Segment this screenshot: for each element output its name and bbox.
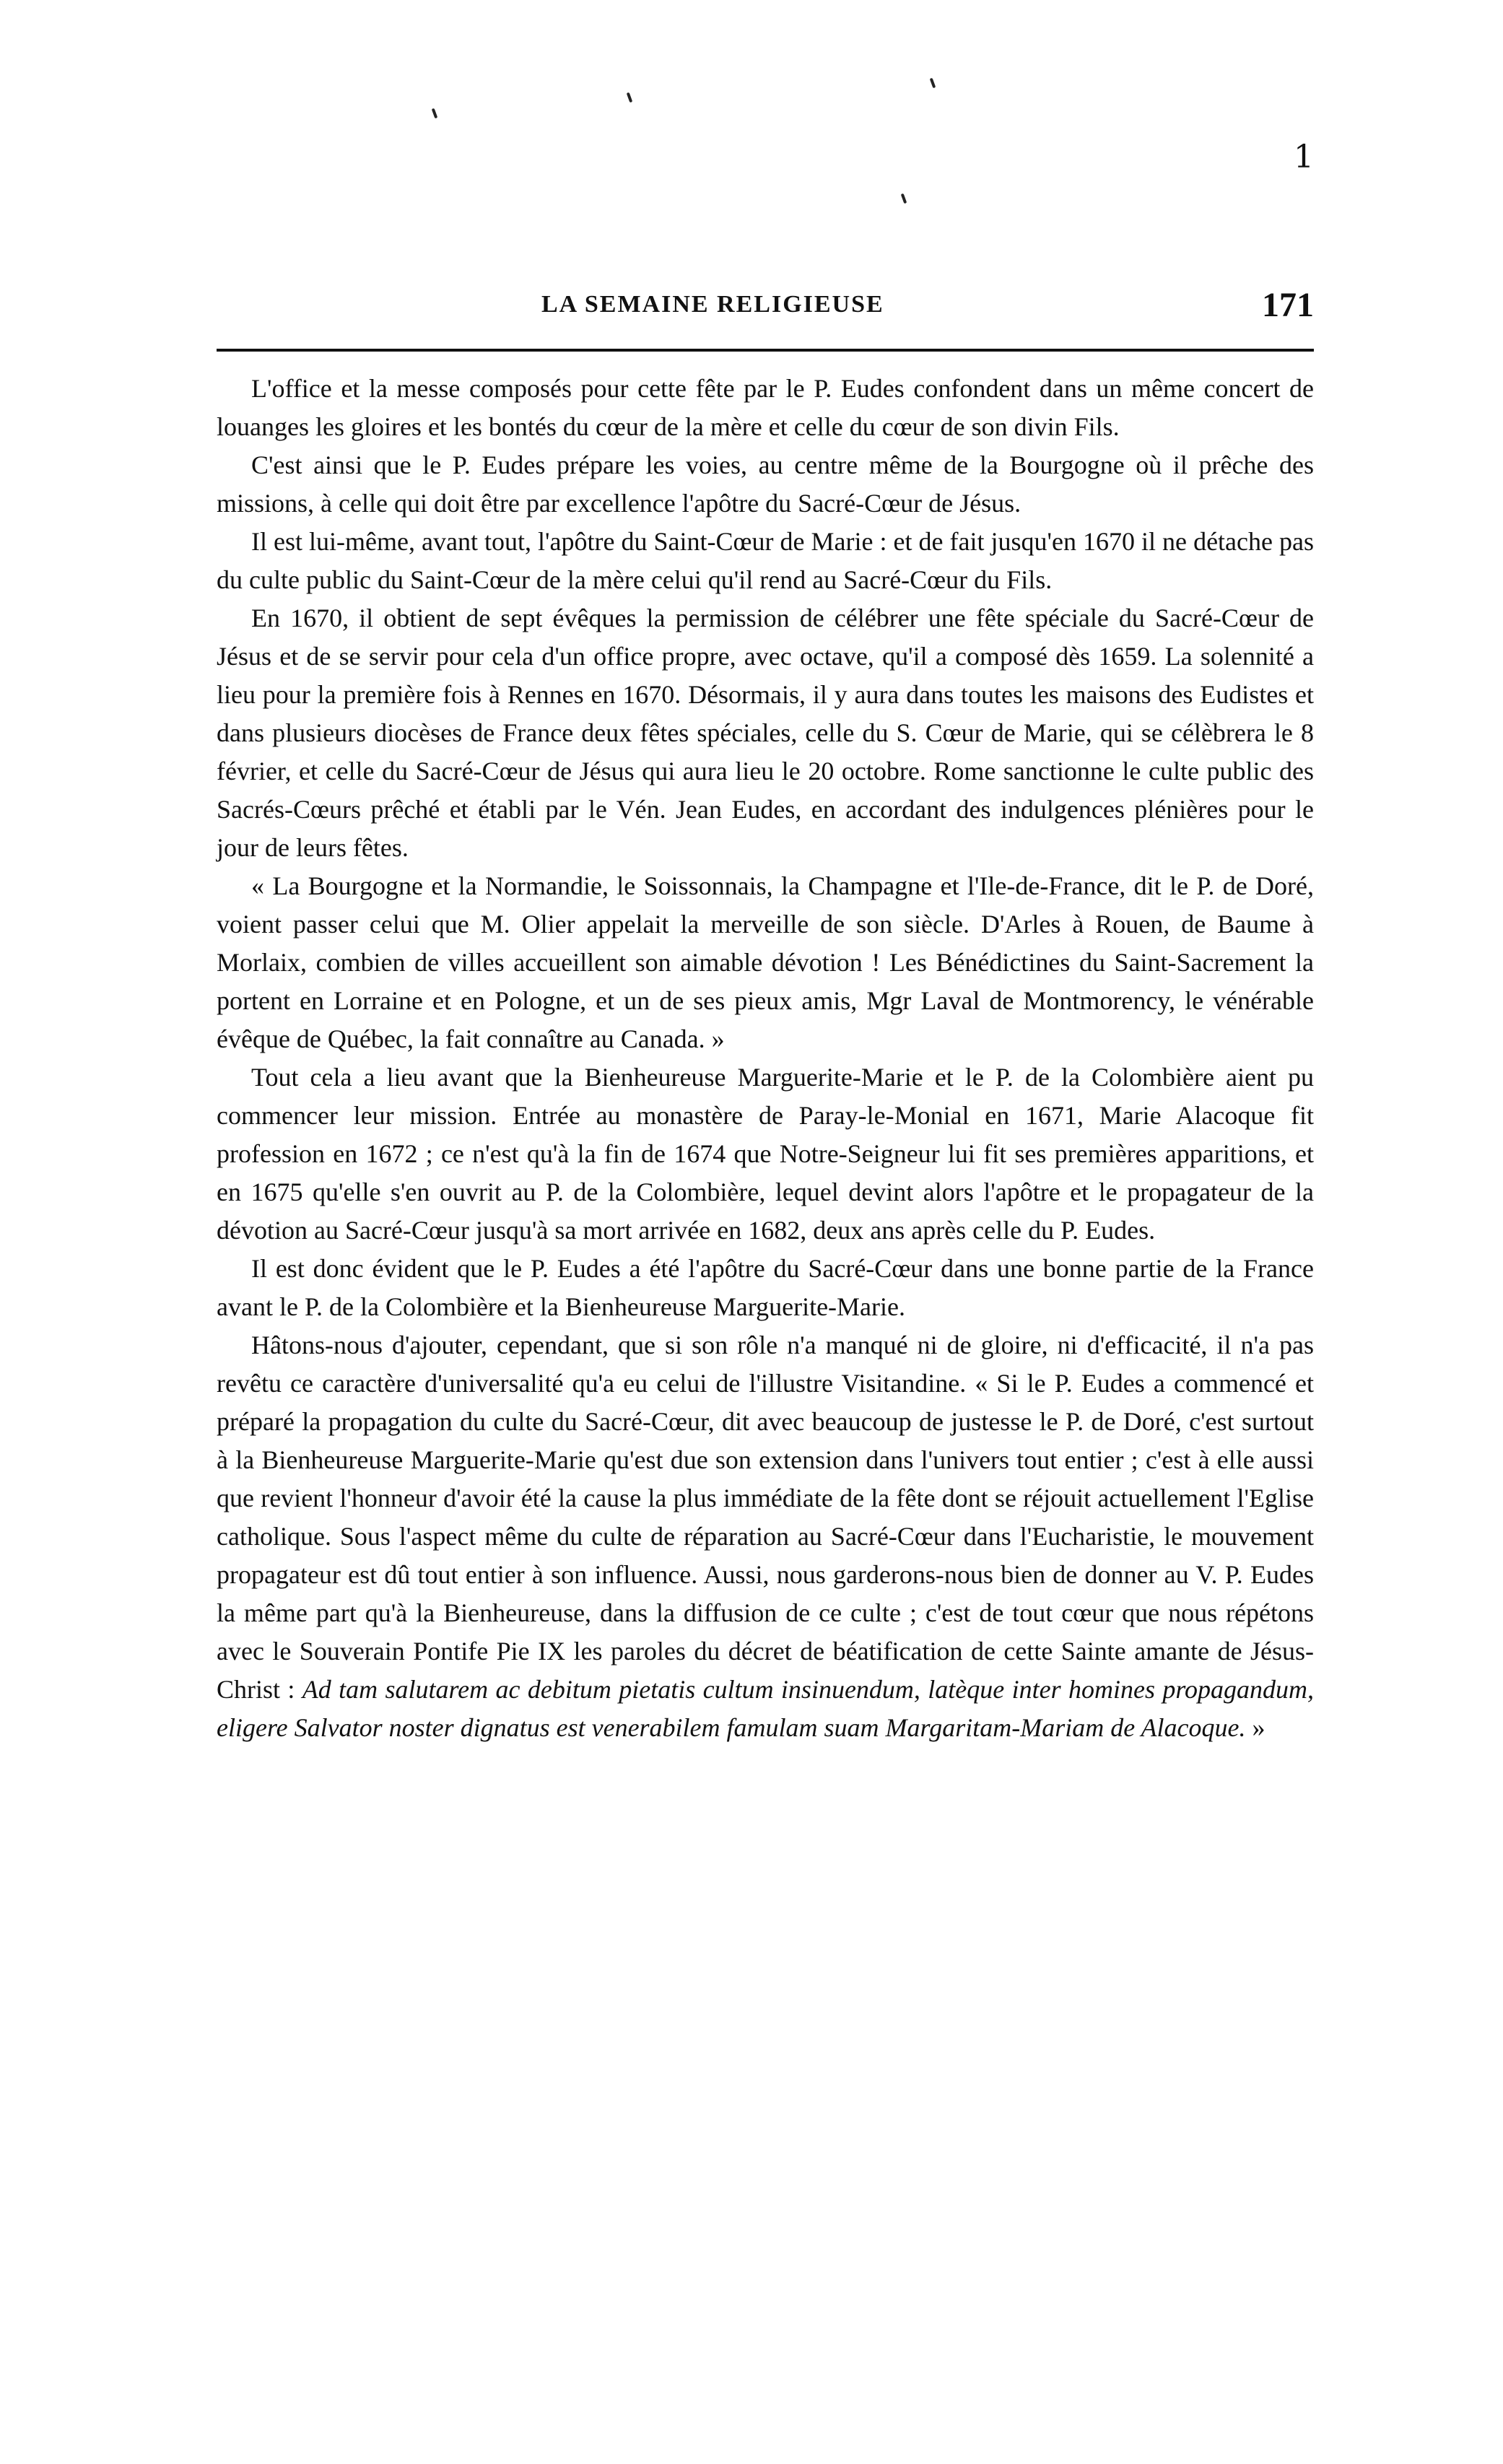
ink-speck xyxy=(432,108,438,119)
header-rule xyxy=(217,349,1314,352)
page-number: 171 xyxy=(1262,286,1314,324)
running-title: LA SEMAINE RELIGIEUSE xyxy=(541,291,884,318)
paragraph: C'est ainsi que le P. Eudes prépare les voies, au centre même de la Bourgogne où il prêche des missions, à celle qui doit être par excellence l'apôtre du Sacré-Cœur de Jésus. xyxy=(217,450,1314,518)
paragraph: « La Bourgogne et la Normandie, le Soissonnais, la Champagne et l'Ile-de-France, dit le P. de Doré, voient passer celui que M. Olier appelait la merveille de son siècle. D'Arles à Rouen, de Baume à Morlaix, combien de villes accueillent son aimable dévotion ! Les Bénédictines du Saint-Sacrement la portent en Lorraine et en Pologne, et un de ses pieux amis, Mgr Laval de Montmorency, le vénérable évêque de Québec, la fait connaître au Canada. » xyxy=(217,871,1314,1053)
ink-speck xyxy=(901,193,907,204)
paragraph: Il est lui-même, avant tout, l'apôtre du Saint-Cœur de Marie : et de fait jusqu'en 1670 il ne détache pas du culte public du Saint-Cœur de la mère celui qu'il rend au Sacré-Cœur du Fils. xyxy=(217,527,1314,594)
paragraph: L'office et la messe composés pour cette fête par le P. Eudes confondent dans un même concert de louanges les gloires et les bontés du cœur de la mère et celle du cœur de son divin Fils. xyxy=(217,374,1314,441)
paragraph: Tout cela a lieu avant que la Bienheureuse Marguerite-Marie et le P. de la Colombière aient pu commencer leur mission. Entrée au monastère de Paray-le-Monial en 1671, Marie Alacoque fit profession en 1672 ; ce n'est qu'à la fin de 1674 que Notre-Seigneur lui fit ses premières apparitions, et en 1675 qu'elle s'en ouvrit au P. de la Colombière, lequel devint alors l'apôtre et le propagateur de la dévotion au Sacré-Cœur jusqu'à sa mort arrivée en 1682, deux ans après celle du P. Eudes. xyxy=(217,1063,1314,1245)
corner-mark: 1 xyxy=(1294,139,1314,175)
paragraph xyxy=(217,1326,1314,1747)
page-header xyxy=(217,285,1314,336)
paragraph-text: Hâtons-nous d'ajouter, cependant, que si son rôle n'a manqué ni de gloire, ni d'efficacité, il n'a pas revêtu ce caractère d'universalité qu'a eu celui de l'illustre Visitandine. « Si le P. Eudes a commencé et préparé la propagation du culte du Sacré-Cœur, dit avec beaucoup de justesse le P. de Doré, c'est surtout à la Bienheureuse Marguerite-Marie qu'est due son extension dans l'univers tout entier ; c'est à elle aussi que revient l'honneur d'avoir été la cause la plus immédiate de la fête dont se réjouit actuellement l'Eglise catholique. Sous l'aspect même du culte de réparation au Sacré-Cœur dans l'Eucharistie, le mouvement propagateur est dû tout entier à son influence. Aussi, nous garderons-nous bien de donner au V. P. Eudes la même part qu'à la Bienheureuse, dans la diffusion de ce culte ; c'est de tout cœur que nous répétons avec le Souverain Pontife Pie IX les paroles du décret de béatification de cette Sainte amante de Jésus-Christ : xyxy=(217,1331,1314,1704)
paragraph: Il est donc évident que le P. Eudes a été l'apôtre du Sacré-Cœur dans une bonne partie de la France avant le P. de la Colombière et la Bienheureuse Marguerite-Marie. xyxy=(217,1254,1314,1321)
paragraph: En 1670, il obtient de sept évêques la permission de célébrer une fête spéciale du Sacré-Cœur de Jésus et de se servir pour cela d'un office propre, avec octave, qu'il a composé dès 1659. La solennité a lieu pour la première fois à Rennes en 1670. Désormais, il y aura dans toutes les maisons des Eudistes et dans plusieurs diocèses de France deux fêtes spéciales, celle du S. Cœur de Marie, qui se célèbrera le 8 février, et celle du Sacré-Cœur de Jésus qui aura lieu le 20 octobre. Rome sanctionne le culte public des Sacrés-Cœurs prêché et établi par le Vén. Jean Eudes, en accordant des indulgences plénières pour le jour de leurs fêtes. xyxy=(217,604,1314,862)
body-text xyxy=(217,370,1314,1747)
ink-speck xyxy=(930,78,936,89)
closing-quote: » xyxy=(1245,1713,1265,1742)
latin-quote: Ad tam salutarem ac debitum pietatis cultum insinuendum, latèque inter homines propagandum, eligere Salvator noster dignatus est venerabilem famulam suam Margaritam-Mariam de Alacoque. xyxy=(217,1675,1315,1742)
ink-speck xyxy=(627,92,633,103)
